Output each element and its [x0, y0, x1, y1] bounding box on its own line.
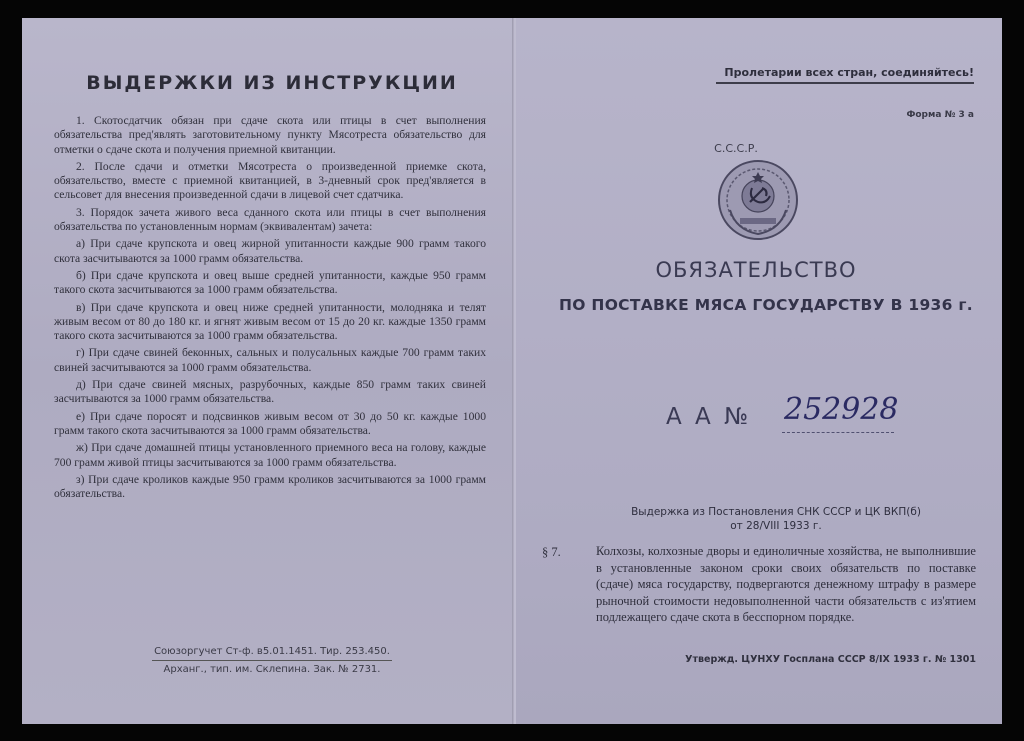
handwritten-serial-number: 252928 — [784, 392, 899, 427]
printer-imprint-line1: Союзоргучет Ст-ф. в5.01.1451. Тир. 253.450. — [154, 646, 390, 657]
slogan: Пролетарии всех стран, соединяйтесь! — [724, 66, 974, 79]
approval-line: Утвержд. ЦУНХУ Госплана СССР 8/IX 1933 г. № 1301 — [685, 654, 976, 665]
serial-underline — [782, 432, 894, 433]
serial-prefix: А А № — [666, 404, 752, 430]
right-page — [516, 18, 1002, 724]
ussr-state-emblem-icon — [716, 158, 800, 242]
slogan-underline — [716, 82, 974, 84]
paragraph-text: Колхозы, колхозные дворы и единоличные хозяйства, не выполнившие в установленные законом сроки своих обязательств по поставке (сдаче) мяса государству, подвергаются денежному штрафу в размере рыночной стоимости недовыполненной части обязательств с из'ятием подлежащего сдаче скота в бесспорном порядке. — [596, 544, 976, 624]
extract-title: Выдержка из Постановления СНК СССР и ЦК ВКП(б) — [631, 506, 921, 518]
form-number: Форма № 3 а — [906, 110, 974, 120]
document-subtitle: ПО ПОСТАВКЕ МЯСА ГОСУДАРСТВУ В 1936 г. — [558, 296, 973, 314]
instruction-paragraph: з) При сдаче кроликов каждые 950 грамм кроликов засчитываются за 1000 грамм обязательства. — [54, 472, 486, 501]
document-sheet — [22, 18, 1002, 724]
imprint-divider — [152, 660, 392, 661]
paragraph-number: § 7. — [542, 545, 561, 559]
instruction-paragraph: б) При сдаче крупскота и овец выше средней упитанности, каждые 950 грамм такого скота засчитываются за 1000 грамм обязательства. — [54, 268, 486, 297]
left-page — [22, 18, 515, 724]
country-label: С.С.С.Р. — [714, 142, 758, 155]
instruction-paragraph: г) При сдаче свиней беконных, сальных и полусальных каждые 700 грамм таких свиней засчитываются за 1000 грамм обязательства. — [54, 346, 486, 374]
instruction-paragraph: д) При сдаче свиней мясных, разрубочных, каждые 850 грамм таких свиней засчитываются за 1000 грамм обязательства. — [54, 378, 486, 406]
instructions-body — [54, 114, 486, 504]
instruction-paragraph: 2. После сдачи и отметки Мясотреста о произведенной приемке скота, обязательство, вместе с приемной квитанцией, в 3-дневный срок пред'является в сельсовет для внесения произведенной сдачи в лицевой счет сдатчика. — [54, 159, 486, 202]
instruction-paragraph: а) При сдаче крупскота и овец жирной упитанности каждые 900 грамм такого скота засчитываются за 1000 грамм обязательства. — [54, 237, 486, 265]
instruction-paragraph: 3. Порядок зачета живого веса сданного скота или птицы в счет выполнения обязательства по установленным нормам (эквивалентам) зачета: — [54, 205, 486, 234]
instruction-paragraph: ж) При сдаче домашней птицы установленного приемного веса на голову, каждые 700 грамм живой птицы засчитываются за 1000 грамм обязательства. — [54, 441, 486, 469]
instruction-paragraph: 1. Скотосдатчик обязан при сдаче скота или птицы в счет выполнения обязательства пред'являть заготовительному пункту Мясотреста обязательство для отметки о сдаче скота и получения приемной квитанции. — [54, 114, 486, 156]
document-title: ОБЯЗАТЕЛЬСТВО — [655, 258, 857, 282]
printer-imprint-line2: Арханг., тип. им. Склепина. Зак. № 2731. — [163, 664, 381, 675]
instruction-paragraph: е) При сдаче поросят и подсвинков живым весом от 30 до 50 кг. каждые 1000 грамм такого скота засчитываются за 1000 грамм обязательства. — [54, 409, 486, 437]
extract-date: от 28/VIII 1933 г. — [730, 520, 822, 532]
instruction-paragraph: в) При сдаче крупскота и овец ниже средней упитанности, молодняка и телят живым весом от 80 до 180 кг. и ягнят живым весом от 15 до 20 кг. каждые 1350 грамм такого скота засчитываются за 1000 грамм обязательства. — [54, 300, 486, 343]
instructions-title: ВЫДЕРЖКИ ИЗ ИНСТРУКЦИИ — [86, 72, 458, 94]
